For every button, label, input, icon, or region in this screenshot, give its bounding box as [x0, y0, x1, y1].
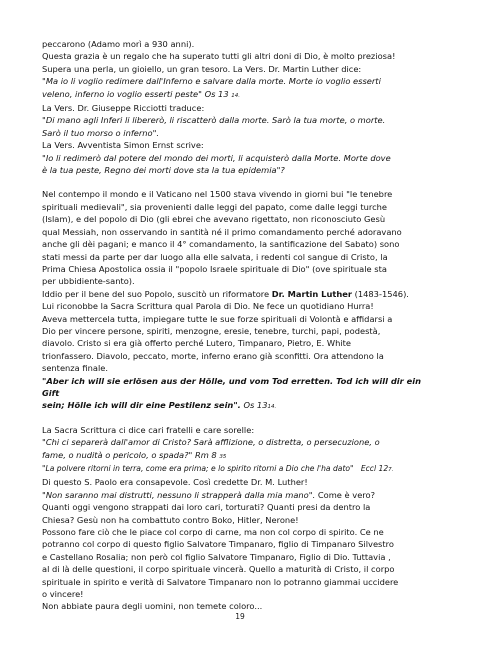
paragraph-line: Possono fare ciò che le piace col corpo di carne, ma non col corpo di spirito. Ce ne [42, 527, 384, 538]
text-line: Supera una perla, un gioiello, un gran tesoro. La Vers. Dr. Martin Luther dice: [42, 63, 362, 74]
quote-luther-cont [42, 88, 438, 102]
paragraph-line: stati messi da parte per dar luogo alla elle salvata, i redenti col sangue di Cristo, la [42, 251, 388, 262]
page-number: 19 [235, 612, 245, 621]
verse-ref: 35 [219, 453, 227, 460]
quote-text: "Ma io li voglio redimere dall'Inferno e salvare dalla morte. Morte io voglio esserti [42, 76, 381, 87]
paragraph-line: sentenza finale. [42, 363, 108, 374]
paragraph-line: potranno col corpo di questo figlio Salvatore Timpanaro, figlio di Timpanaro Silvestro [42, 539, 394, 550]
text-span: Come è vero? [317, 489, 376, 500]
luther-name: Dr. Martin Luther [271, 288, 352, 299]
paragraph-line: Dio per vincere persone, spiriti, menzogne, eresie, tenebre, turchi, papi, podestà, [42, 325, 381, 336]
quote-luther [42, 75, 438, 87]
paragraph-line: Nel contempo il mondo e il Vaticano nel 1500 stava vivendo in giorni bui "le tenebre [42, 189, 393, 200]
paragraph-gap [42, 176, 438, 188]
paragraph-line: (Islam), e del popolo di Dio (gli ebrei che avevano rigettato, non riconosciuto Gesù [42, 214, 386, 225]
verse-ref: 14. [267, 404, 277, 411]
quote-romans-cont [42, 449, 438, 463]
ernst-intro: La Vers. Avventista Simon Ernst scrive: [42, 140, 204, 151]
verse-book: Os 13 [243, 400, 268, 411]
text-line: Questa grazia è un regalo che ha superato tutti gli altri doni di Dio, è molto preziosa! [42, 51, 396, 62]
quote-nonsaranno [42, 489, 438, 501]
quote-ricciotti-cont: Sarò il tuo morso o inferno". [42, 127, 160, 138]
quote-text: "Non saranno mai distrutti, nessuno li strapperà dalla mia mano". [42, 489, 316, 500]
paragraph-line: anche gli dèi pagani; e manco il 4° comandamento, la santificazione del Sabato) sono [42, 239, 400, 250]
paragraph-line: Aveva mettercela tutta, impiegare tutte le sue forze spirituali di Volontà e affidarsi a [42, 313, 393, 324]
paragraph-line: o vincere! [42, 589, 84, 600]
paragraph-line: per ubbidiente-santo). [42, 276, 135, 287]
paragraph-line: Prima Chiesa Apostolica ossia il "popolo Israele spirituale di Dio" (ove spirituale sta [42, 263, 387, 274]
ricciotti-intro: La Vers. Dr. Giuseppe Ricciotti traduce: [42, 103, 205, 114]
paragraph-gap [42, 414, 438, 424]
paragraph-line: qual Messiah, non osservando in santità né il primo comandamento perché adoravano [42, 226, 402, 237]
quote-text: sein; Hölle ich will dir eine Pestilenz sein". [42, 400, 241, 411]
paragraph-line: al di là delle questioni, il corpo spirituale vincerà. Quello a maturità di Cristo, il corpo [42, 564, 395, 575]
verse-book: Rm 8 [194, 449, 217, 460]
quote-ecclesiastes [42, 463, 438, 476]
paragraph-line: Non abbiate paura degli uomini, non temete coloro... [42, 601, 263, 612]
paragraph-line: Lui riconobbe la Sacra Scrittura qual Parola di Dio. Ne fece un quotidiano Hurra! [42, 301, 374, 312]
paragraph-line: e Castellano Rosalia; non però col figlio Salvatore Timpanaro, Figlio di Dio. Tuttavia , [42, 551, 391, 562]
paragraph-line: Chiesa? Gesù non ha combattuto contro Boko, Hitler, Nerone! [42, 514, 299, 525]
scripture-intro: La Sacra Scrittura ci dice cari fratelli e care sorelle: [42, 424, 255, 435]
text-line: peccarono (Adamo morì a 930 anni). [42, 39, 195, 49]
verse-ref: 7. [388, 467, 394, 473]
german-quote: "Aber ich will sie erlösen aus der Hölle, und vom Tod erretten. Tod ich will dir ein Gift [42, 375, 421, 398]
verse-book: Eccl 12 [360, 464, 389, 473]
quote-ernst: "Io li redimerò dal potere del mondo dei morti, li acquisterò dalla Morte. Morte dove [42, 152, 391, 163]
quote-text: "La polvere ritorni in terra, come era prima; e lo spirito ritorni a Dio che l'ha dato" [42, 464, 354, 473]
page-body [42, 38, 438, 613]
quote-ricciotti: "Di mano agli Inferi li libererò, li riscatterò dalla morte. Sarò la tua morte, o morte. [42, 115, 386, 126]
paragraph-line: Quanti oggi vengono strappati dai loro cari, torturati? Quanti presi da dentro la [42, 502, 371, 513]
paragraph-line: spirituale in spirito e verità di Salvatore Timpanaro non lo potranno giammai uccidere [42, 576, 399, 587]
paragraph-line: diavolo. Cristo si era già offerto perché Lutero, Timpanaro, Pietro, E. White [42, 338, 352, 349]
paragraph-line: spirituali medievali", sia provenienti dalle leggi del papato, come dalle leggi turche [42, 201, 387, 212]
verse-ref: 14. [231, 92, 241, 99]
paul-line: Di questo S. Paolo era consapevole. Così credette Dr. M. Luther! [42, 477, 308, 488]
quote-romans: "Chi ci separerà dall'amor di Cristo? Sarà afflizione, o distretta, o persecuzione, o [42, 437, 380, 448]
text-span: Iddio per il bene del suo Popolo, suscitò un riformatore [42, 288, 270, 299]
paragraph-line: trionfassero. Diavolo, peccato, morte, inferno erano già sconfitti. Ora attendono la [42, 350, 384, 361]
quote-ernst-cont: è la tua peste, Regno dei morti dove sta la tua epidemia"? [42, 165, 285, 176]
german-quote-cont [42, 399, 438, 413]
quote-text: veleno, inferno io voglio esserti peste" Os 13 [42, 88, 229, 99]
quote-text: fame, o nudità o pericolo, o spada?" [42, 449, 193, 460]
text-span: (1483-1546). [354, 288, 409, 299]
luther-intro-line [42, 288, 438, 300]
